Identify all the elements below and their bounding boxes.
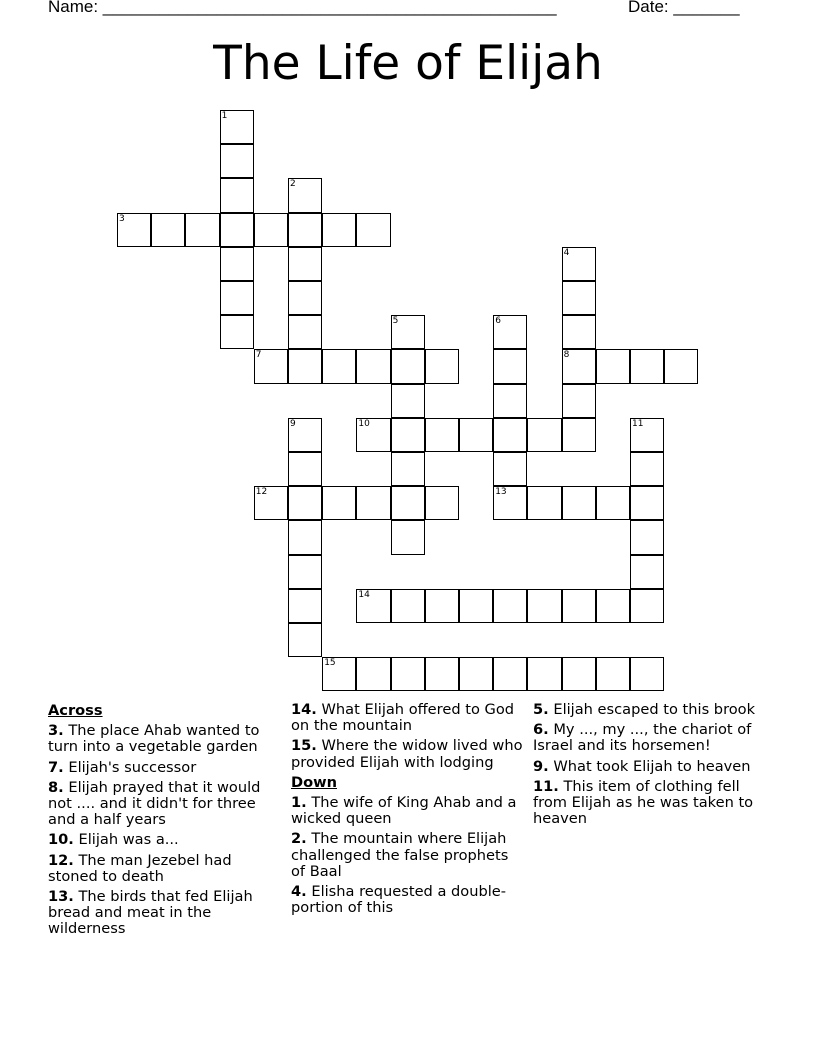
grid-cell[interactable]	[425, 349, 459, 383]
grid-cell[interactable]	[254, 213, 288, 247]
clue-number: 13	[495, 487, 507, 498]
down-heading: Down	[291, 773, 338, 791]
grid-cell[interactable]	[220, 315, 254, 349]
page-title: The Life of Elijah	[213, 36, 603, 91]
grid-cell[interactable]	[562, 418, 596, 452]
clue-number: 6	[495, 316, 501, 327]
grid-cell[interactable]	[356, 213, 390, 247]
grid-cell[interactable]	[220, 247, 254, 281]
grid-cell[interactable]	[288, 452, 322, 486]
grid-cell[interactable]	[596, 349, 630, 383]
grid-cell[interactable]	[288, 623, 322, 657]
grid-cell[interactable]	[459, 589, 493, 623]
clue-number: 1	[221, 111, 228, 121]
grid-cell[interactable]	[356, 349, 390, 383]
clues-column-1	[48, 702, 283, 942]
grid-cell[interactable]	[288, 418, 322, 452]
clue-number: 3	[119, 213, 125, 224]
grid-cell[interactable]	[322, 349, 356, 383]
grid-cell[interactable]	[391, 589, 425, 623]
grid-cell[interactable]	[493, 589, 527, 623]
grid-cell[interactable]	[630, 452, 664, 486]
across-clue-14: 14. What Elijah offered to God on the mountain	[291, 701, 515, 735]
grid-cell[interactable]	[425, 657, 459, 691]
grid-cell[interactable]	[288, 349, 322, 383]
grid-cell[interactable]	[596, 589, 630, 623]
grid-cell[interactable]	[562, 281, 596, 315]
grid-cell[interactable]	[562, 384, 596, 418]
across-clue-8: 8. Elijah prayed that it would not .... and it didn't for three and a half years	[48, 778, 261, 829]
clue-number: 14	[358, 589, 370, 600]
grid-cell[interactable]	[254, 486, 288, 520]
grid-cell[interactable]	[356, 657, 390, 691]
grid-cell[interactable]	[288, 555, 322, 589]
grid-cell[interactable]	[562, 349, 596, 383]
grid-cell[interactable]	[630, 657, 664, 691]
grid-cell[interactable]	[562, 247, 596, 281]
clue-number: 5	[392, 316, 399, 327]
grid-cell[interactable]	[391, 452, 425, 486]
across-heading: Across	[48, 702, 103, 719]
clue-number: 8	[563, 350, 570, 361]
grid-cell[interactable]	[527, 589, 561, 623]
grid-cell[interactable]	[493, 349, 527, 383]
grid-cell[interactable]	[391, 418, 425, 452]
grid-cell[interactable]	[356, 418, 390, 452]
grid-cell[interactable]	[493, 657, 527, 691]
grid-cell[interactable]	[391, 349, 425, 383]
grid-cell[interactable]	[562, 315, 596, 349]
grid-cell[interactable]	[356, 589, 390, 623]
clue-number: 9	[290, 418, 296, 429]
grid-cell[interactable]	[493, 384, 527, 418]
grid-cell[interactable]	[356, 486, 390, 520]
grid-cell[interactable]	[391, 384, 425, 418]
grid-cell[interactable]	[493, 486, 527, 520]
grid-cell[interactable]	[288, 589, 322, 623]
grid-cell[interactable]	[322, 213, 356, 247]
grid-cell[interactable]	[220, 144, 254, 178]
grid-cell[interactable]	[117, 213, 151, 247]
grid-cell[interactable]	[527, 418, 561, 452]
grid-cell[interactable]	[288, 486, 322, 520]
clue-number: 10	[358, 418, 370, 429]
grid-cell[interactable]	[630, 486, 664, 520]
grid-cell[interactable]	[493, 452, 527, 486]
grid-cell[interactable]	[493, 315, 527, 349]
grid-cell[interactable]	[288, 315, 322, 349]
grid-cell[interactable]	[630, 349, 664, 383]
down-clue-5: 5. Elijah escaped to this brook	[533, 701, 756, 718]
grid-cell[interactable]	[425, 589, 459, 623]
grid-cell[interactable]	[425, 418, 459, 452]
clue-number: 2	[290, 179, 296, 190]
clue-number: 15	[324, 658, 336, 669]
grid-cell[interactable]	[630, 418, 664, 452]
across-clue-12: 12. The man Jezebel had stoned to death	[48, 851, 232, 885]
down-clue-11: 11. This item of clothing fell from Elijah as he was taken to heaven	[533, 777, 754, 828]
grid-cell[interactable]	[562, 589, 596, 623]
grid-cell[interactable]	[596, 486, 630, 520]
grid-cell[interactable]	[288, 213, 322, 247]
across-clue-15: 15. Where the widow lived who provided Elijah with lodging	[291, 737, 523, 771]
clue-number: 4	[563, 247, 570, 258]
date-field[interactable]: Date: _______	[628, 0, 740, 16]
grid-cell[interactable]	[630, 520, 664, 554]
across-clue-10: 10. Elijah was a...	[48, 831, 179, 849]
down-clue-6: 6. My ..., my ..., the chariot of Israel and its horsemen!	[533, 721, 752, 755]
clues-column-2	[291, 702, 526, 920]
grid-cell[interactable]	[562, 657, 596, 691]
grid-cell[interactable]	[391, 486, 425, 520]
grid-cell[interactable]	[220, 178, 254, 212]
down-clue-4: 4. Elisha requested a double-portion of this	[291, 883, 507, 917]
grid-cell[interactable]	[288, 178, 322, 212]
clue-number: 7	[255, 350, 262, 361]
grid-cell[interactable]	[630, 555, 664, 589]
across-clue-7: 7. Elijah's successor	[48, 758, 197, 776]
grid-cell[interactable]	[459, 657, 493, 691]
grid-cell[interactable]	[391, 315, 425, 349]
grid-cell[interactable]	[459, 418, 493, 452]
grid-cell[interactable]	[220, 281, 254, 315]
grid-cell[interactable]	[630, 589, 664, 623]
grid-cell[interactable]	[596, 657, 630, 691]
across-clue-13: 13. The birds that fed Elijah bread and meat in the wilderness	[48, 888, 253, 938]
grid-cell[interactable]	[527, 486, 561, 520]
down-clue-1: 1. The wife of King Ahab and a wicked queen	[291, 794, 517, 828]
grid-cell[interactable]	[493, 418, 527, 452]
across-clue-3: 3. The place Ahab wanted to turn into a vegetable garden	[48, 722, 260, 756]
grid-cell[interactable]	[391, 520, 425, 554]
grid-cell[interactable]	[664, 349, 698, 383]
clues-column-3	[533, 702, 768, 831]
grid-cell[interactable]	[288, 520, 322, 554]
grid-cell[interactable]	[220, 110, 254, 144]
grid-cell[interactable]	[527, 657, 561, 691]
name-field[interactable]: Name: ________________________________________________	[48, 0, 557, 16]
grid-cell[interactable]	[151, 213, 185, 247]
grid-cell[interactable]	[220, 213, 254, 247]
down-clue-2: 2. The mountain where Elijah challenged the false prophets of Baal	[291, 830, 509, 880]
grid-cell[interactable]	[185, 213, 219, 247]
grid-cell[interactable]	[322, 657, 356, 691]
grid-cell[interactable]	[425, 486, 459, 520]
clue-number: 11	[632, 418, 644, 429]
grid-cell[interactable]	[288, 281, 322, 315]
clue-number: 12	[255, 487, 268, 498]
down-clue-9: 9. What took Elijah to heaven	[533, 757, 751, 775]
grid-cell[interactable]	[562, 486, 596, 520]
grid-cell[interactable]	[322, 486, 356, 520]
grid-cell[interactable]	[254, 349, 288, 383]
grid-cell[interactable]	[391, 657, 425, 691]
grid-cell[interactable]	[288, 247, 322, 281]
